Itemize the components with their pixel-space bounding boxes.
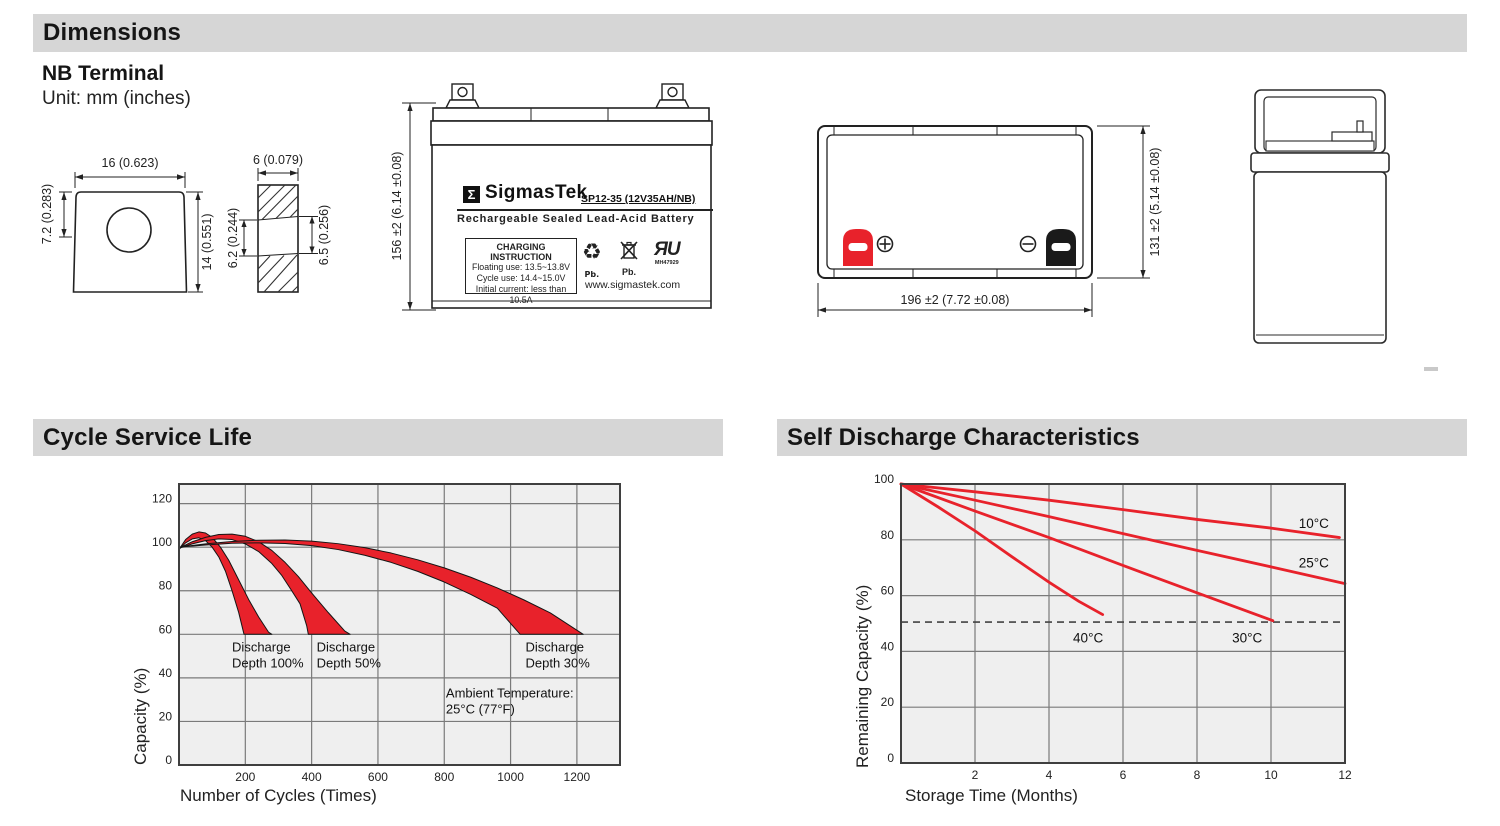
model-number: SP12-35 (12V35AH/NB) [581, 193, 696, 205]
y-tick-label: 80 [158, 578, 172, 593]
series-label: 30°C [1232, 630, 1263, 646]
negative-terminal-slot [1052, 243, 1071, 251]
x-tick-label: 2 [971, 768, 979, 782]
terminal-side-dim-top: 6 (0.079) [252, 153, 304, 167]
positive-terminal-slot [849, 243, 868, 251]
charging-line-3: Initial current: less than 10.5A [475, 283, 567, 305]
terminal-front-outline [74, 192, 187, 292]
x-tick-label: 10 [1264, 768, 1278, 782]
chart-annotation: Discharge Depth 50% [316, 639, 381, 671]
charging-line-1: Floating use: 13.5~13.8V [471, 262, 571, 272]
x-tick-label: 8 [1193, 768, 1201, 782]
charging-instruction-box [465, 238, 577, 305]
series-label: 25°C [1298, 555, 1329, 571]
battery-label [455, 182, 719, 305]
x-tick-label: 12 [1338, 768, 1352, 782]
cycle-title: Cycle Service Life [43, 423, 253, 451]
y-tick-label: 60 [880, 583, 894, 598]
side-view-shapes [1251, 90, 1389, 343]
y-tick-label: 40 [880, 639, 894, 654]
cycle-service-life-chart [120, 468, 665, 793]
charging-title: CHARGING INSTRUCTION [490, 242, 552, 262]
y-tick-label: 60 [158, 622, 172, 637]
chart-annotation: Discharge Depth 30% [525, 639, 590, 671]
dimensions-header-bar [33, 14, 1467, 52]
y-tick-label: 0 [887, 751, 894, 765]
terminal-front-dim-left: 7.2 (0.283) [40, 183, 54, 245]
cycle-header-bar [33, 419, 723, 456]
battery-top-dim-height: 131 ±2 (5.14 ±0.08) [1148, 147, 1162, 257]
self-discharge-chart [830, 468, 1400, 793]
self-discharge-y-axis-label: Remaining Capacity (%) [853, 584, 872, 768]
dim-depth [1097, 126, 1150, 278]
dim-top [75, 172, 185, 188]
ul-file-number: MH47929 [654, 260, 679, 266]
chart-annotation: Ambient Temperature: 25°C (77°F) [445, 685, 574, 717]
series-label: 40°C [1073, 630, 1104, 646]
terminal-front-dim-top: 16 (0.623) [101, 156, 159, 170]
terminal-side-dim-left: 6.2 (0.244) [226, 207, 240, 269]
x-tick-label: 1200 [563, 770, 591, 784]
x-tick-label: 800 [434, 770, 455, 784]
cycle-y-axis-label: Capacity (%) [131, 667, 150, 765]
x-tick-label: 200 [235, 770, 256, 784]
y-tick-label: 20 [880, 695, 894, 710]
sigma-logo-icon: Σ [463, 186, 480, 203]
x-tick-label: 1000 [497, 770, 524, 784]
y-tick-label: 40 [158, 665, 172, 680]
self-discharge-header-bar [777, 419, 1467, 456]
label-divider [457, 209, 713, 211]
label-icons [582, 240, 712, 278]
y-tick-label: 20 [158, 709, 172, 724]
y-tick-label: 80 [880, 527, 894, 542]
series-label: 10°C [1298, 516, 1329, 532]
charging-line-2: Cycle use: 14.4~15.0V [476, 272, 566, 283]
y-tick-label: 0 [165, 753, 172, 767]
ul-mark-icon: ЯU MH47929 [654, 239, 680, 266]
crossed-bin-glyph [618, 240, 640, 262]
battery-top-drawing [800, 105, 1180, 325]
plus-symbol-icon [878, 237, 893, 252]
y-tick-label: 100 [151, 535, 172, 550]
self-discharge-x-axis-label: Storage Time (Months) [905, 786, 1078, 805]
battery-side-drawing [1240, 75, 1400, 360]
self-discharge-title: Self Discharge Characteristics [787, 423, 1140, 451]
y-tick-label: 100 [873, 472, 894, 486]
y-tick-label: 120 [151, 491, 172, 506]
pb-bin-caption: Pb. [621, 267, 636, 277]
x-tick-label: 600 [367, 770, 388, 784]
unit-note: Unit: mm (inches) [42, 88, 191, 109]
battery-top-dim-width: 196 ±2 (7.72 ±0.08) [900, 293, 1010, 307]
dim-left [239, 220, 257, 256]
label-subtitle: Rechargeable Sealed Lead-Acid Battery [457, 213, 695, 225]
pb-crossed-bin-icon [618, 240, 640, 277]
pb-recycle-icon: ♻ Pb. [582, 242, 602, 286]
page-artifact-mark [1424, 367, 1438, 371]
terminal-hole [107, 208, 151, 252]
dimensions-title: Dimensions [43, 19, 182, 46]
terminal-heading: NB Terminal [42, 62, 165, 85]
dim-right [299, 217, 318, 254]
x-tick-label: 4 [1045, 768, 1053, 782]
chart-annotation: Discharge Depth 100% [232, 639, 304, 671]
terminal-side-drawing [225, 150, 365, 325]
website-url: www.sigmastek.com [585, 279, 681, 291]
battery-front-dim-height: 156 ±2 (6.14 ±0.08) [390, 151, 404, 261]
x-tick-label: 6 [1119, 768, 1127, 782]
terminal-side-dim-right: 6.5 (0.256) [317, 204, 331, 266]
pb-recycle-caption: Pb. [584, 270, 600, 279]
cycle-x-axis-label: Number of Cycles (Times) [180, 786, 377, 805]
x-tick-label: 400 [301, 770, 322, 784]
terminal-front-dim-right: 14 (0.551) [200, 213, 214, 271]
front-terminal-posts [446, 84, 689, 108]
brand-name: SigmasTek [485, 182, 588, 203]
